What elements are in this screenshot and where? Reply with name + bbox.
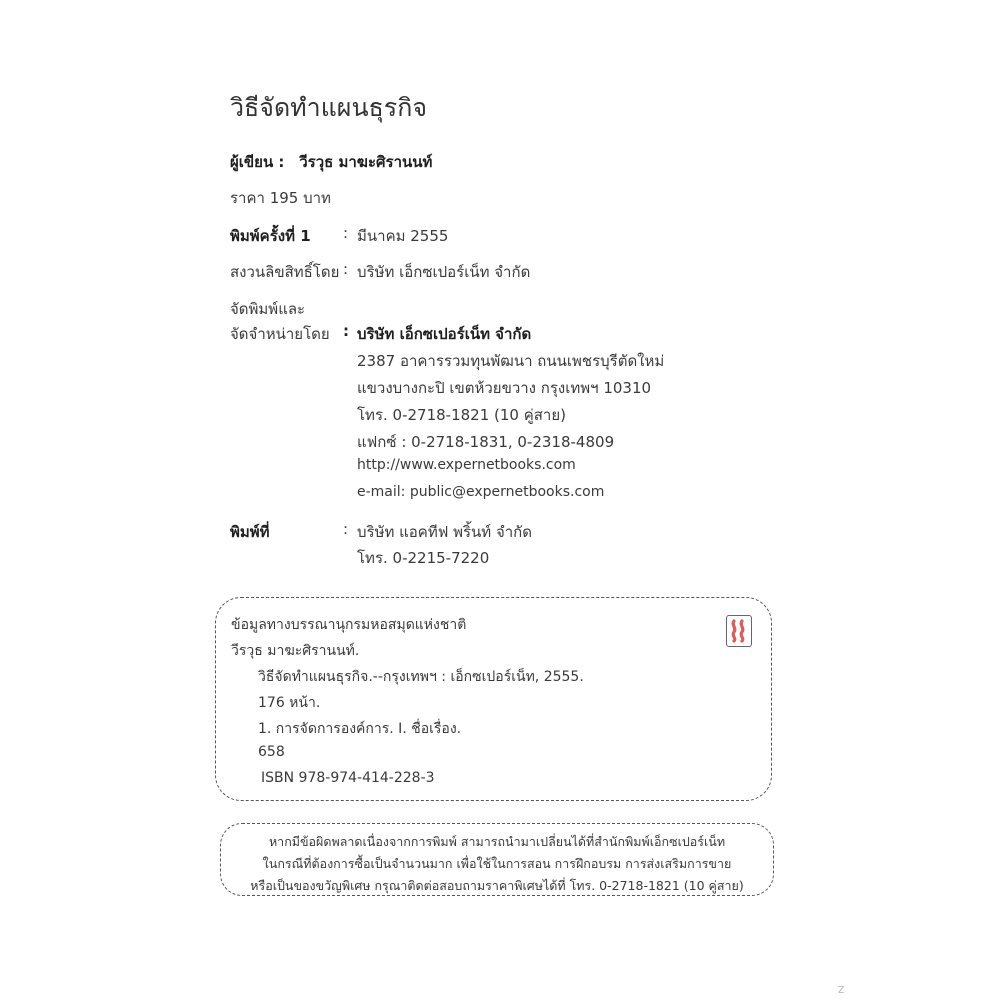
cataloging-in-publication-box	[215, 597, 772, 801]
edition-row	[230, 224, 730, 246]
printer-colon: :	[343, 520, 349, 538]
printer-name: บริษัท แอคทีฟ พริ้นท์ จำกัด	[357, 523, 532, 541]
printer-phone: โทร. 0-2215-7220	[357, 549, 490, 567]
edition-value: มีนาคม 2555	[357, 227, 449, 245]
copyright-colon: :	[343, 260, 349, 278]
printer-row	[230, 520, 730, 542]
catalog-isbn: ISBN 978-974-414-228-3	[261, 770, 435, 786]
catalog-class-number: 658	[258, 744, 285, 760]
copyright-row	[230, 260, 730, 282]
publisher-phone: โทร. 0-2718-1821 (10 คู่สาย)	[357, 406, 566, 424]
catalog-subject: 1. การจัดการองค์การ. I. ชื่อเรื่อง.	[258, 721, 462, 737]
publisher-email[interactable]: e-mail: public@expernetbooks.com	[357, 484, 605, 500]
notice-line3: หรือเป็นของขวัญพิเศษ กรุณาติดต่อสอบถามราคาพิเศษได้ที่ โทร. 0-2718-1821 (10 คู่สาย)	[250, 878, 744, 893]
catalog-author: วีรวุธ มาฆะศิรานนท์.	[231, 643, 360, 659]
author-row	[230, 150, 432, 174]
notice-box	[220, 823, 774, 896]
printer-label: พิมพ์ที่	[230, 523, 270, 541]
catalog-title-line: วิธีจัดทำแผนธุรกิจ.--กรุงเทพฯ : เอ็กซเปอร์เน็ท, 2555.	[258, 669, 584, 685]
notice-line2: ในกรณีที่ต้องการซื้อเป็นจำนวนมาก เพื่อใช้ในการสอน การฝึกอบรม การส่งเสริมการขาย	[262, 856, 732, 871]
publisher-label-line1: จัดพิมพ์และ	[230, 300, 306, 318]
edition-label: พิมพ์ครั้งที่ 1	[230, 227, 311, 245]
book-title: วิธีจัดทำแผนธุรกิจ	[230, 93, 428, 122]
publisher-logo-glyph	[727, 616, 750, 645]
catalog-heading: ข้อมูลทางบรรณานุกรมหอสมุดแห่งชาติ	[231, 617, 467, 633]
copyright-value: บริษัท เอ็กซเปอร์เน็ท จำกัด	[357, 263, 531, 281]
publisher-name: บริษัท เอ็กซเปอร์เน็ท จำกัด	[357, 325, 532, 343]
publisher-address-line1: 2387 อาคารรวมทุนพัฒนา ถนนเพชรบุรีตัดใหม่	[357, 352, 665, 370]
author-label: ผู้เขียน :	[230, 153, 285, 171]
author-name: วีรวุธ มาฆะศิรานนท์	[299, 153, 433, 171]
publisher-logo-icon	[726, 615, 752, 647]
page-mark: z	[838, 982, 845, 996]
publisher-address-line2: แขวงบางกะปิ เขตห้วยขวาง กรุงเทพฯ 10310	[357, 379, 652, 397]
publisher-fax: แฟกซ์ : 0-2718-1831, 0-2318-4809	[357, 433, 615, 451]
catalog-pages: 176 หน้า.	[258, 695, 321, 711]
notice-line1: หากมีข้อผิดพลาดเนื่องจากการพิมพ์ สามารถนำมาเปลี่ยนได้ที่สำนักพิมพ์เอ็กซเปอร์เน็ท	[268, 834, 726, 849]
publisher-website[interactable]: http://www.expernetbooks.com	[357, 457, 576, 473]
publisher-row	[230, 322, 730, 344]
edition-colon: :	[343, 224, 349, 242]
copyright-label: สงวนลิขสิทธิ์โดย	[230, 263, 340, 281]
price-row: ราคา 195 บาท	[230, 189, 331, 207]
publisher-colon: :	[343, 322, 349, 340]
publisher-label-line2: จัดจำหน่ายโดย	[230, 325, 330, 343]
